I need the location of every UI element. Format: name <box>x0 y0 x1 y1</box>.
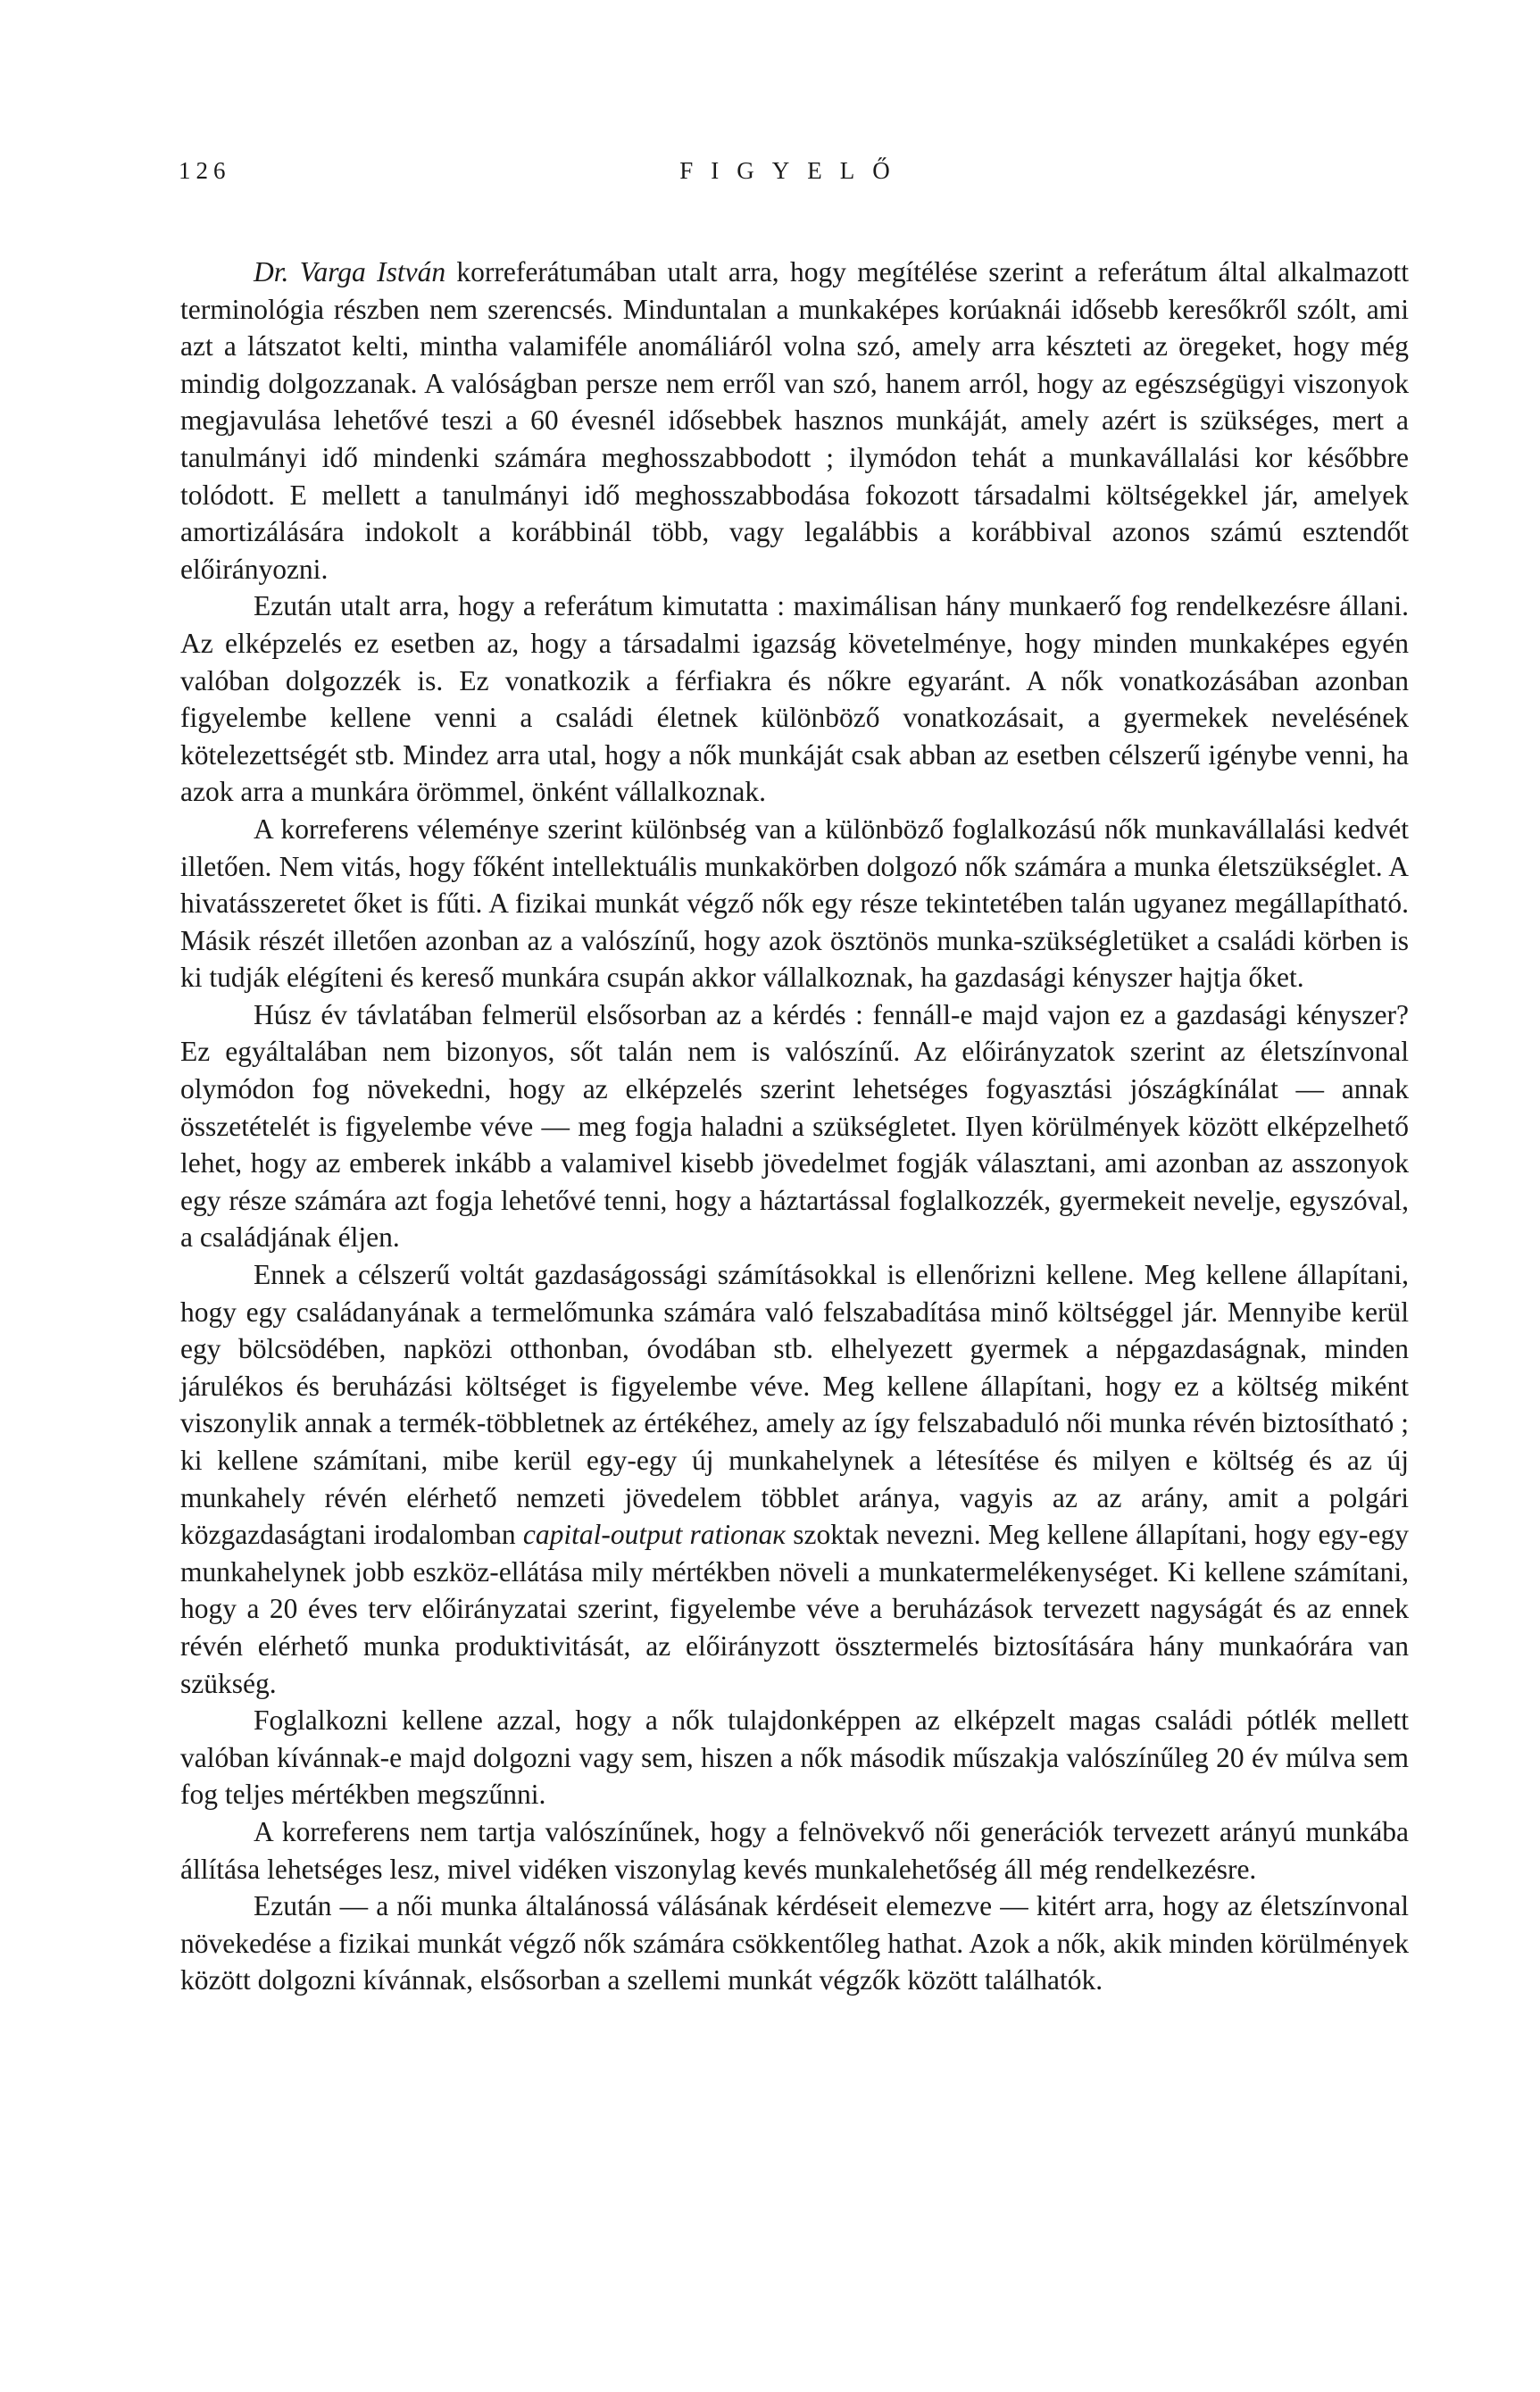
page-header <box>179 157 1409 193</box>
article-body <box>180 254 1409 1999</box>
page-number: 126 <box>179 157 231 184</box>
paragraph <box>180 1256 1409 1702</box>
paragraph: Húsz év távlatában felmerül elsősorban az a kérdés : fennáll-e majd vajon ez a gazdasági kényszer? Ez egyáltalában nem bizonyos, sőt talán nem is valószínű. Az előirányzatok szerint az életszínvonal olymódon fog növekedni, hogy az elképzelés szerint lehetséges fogyasztási jószágkínálat — annak összetételét is figyelembe véve — meg fogja haladni a szükségletet. Ilyen körülmények között elképzelhető lehet, hogy az emberek inkább a valamivel kisebb jövedelmet fogják választani, ami azonban az asszonyok egy része számára azt fogja lehetővé tenni, hogy a háztartással foglalkozzék, gyermekeit nevelje, egyszóval, a családjának éljen. <box>180 998 1409 1254</box>
paragraph-text: szoktak nevezni. Meg kellene állapítani, hogy egy-egy munkahelynek jobb eszköz-ellátása mily mértékben növeli a munkatermelékenységet. Ki kellene számítani, hogy a 20 éves terv előirányzatai szerint, figyelembe véve a beruházások tervezett nagyságát és az ennek révén elérhető munka produktivitását, az előirányzott össztermelés biztosítására hány munkaórára van szükség. <box>180 1519 1409 1699</box>
paragraph: Ezután utalt arra, hogy a referátum kimutatta : maximálisan hány munkaerő fog rendelkezésre állani. Az elképzelés ez esetben az, hogy a társadalmi igazság követelménye, hogy minden munkaképes egyén valóban dolgozzék is. Ez vonatkozik a férfiakra és nőkre egyaránt. A nők vonatkozásában azonban figyelembe kellene venni a családi életnek különböző vonatkozásait, a gyermekek nevelésének kötelezettségét stb. Mindez arra utal, hogy a nők munkáját csak abban az esetben célszerű igénybe venni, ha azok arra a munkára örömmel, önként vállalkoznak. <box>180 590 1409 808</box>
paragraph <box>180 254 1409 588</box>
paragraph-text: Ennek a célszerű voltát gazdaságossági számításokkal is ellenőrizni kellene. Meg kellene állapítani, hogy egy családanyának a termelőmunka számára való felszabadítása minő költséggel jár. Mennyibe kerül egy bölcsödében, napközi otthonban, óvodában stb. elhelyezett gyermek a népgazdaságnak, minden járulékos és beruházási költséget is figyelembe véve. Meg kellene állapítani, hogy ez a költség miként viszonylik annak a termék-többletnek az értékéhez, amely az így felszabaduló női munka révén biztosítható ; ki kellene számítani, mibe kerül egy-egy új munkahelynek a létesítése és milyen e költség és az új munkahely révén elérhető nemzeti jövedelem többlet aránya, vagyis az az arány, amit a polgári közgazdaságtani irodalomban <box>180 1259 1409 1551</box>
running-title: FIGYELŐ <box>679 157 908 184</box>
paragraph-text: korreferátumában utalt arra, hogy megítélése szerint a referátum által alkalmazott terminológia részben nem szerencsés. Minduntalan a munkaképes korúaknái idősebb keresőkről szólt, ami azt a látszatot kelti, mintha valamiféle anomáliáról volna szó, amely arra készteti az öregeket, hogy még mindig dolgozzanak. A valóságban persze nem erről van szó, hanem arról, hogy az egészségügyi viszonyok megjavulása lehetővé teszi a 60 évesnél idősebbek hasznos munkáját, amely azért is szükséges, mert a tanulmányi idő mindenki számára meghosszabbodott ; ilymódon tehát a munkavállalási kor későbbre tolódott. E mellett a tanulmányi idő meghosszabbodása fokozott társadalmi költségekkel jár, amelyek amortizálására indokolt a korábbinál több, vagy legalábbis a korábbival azonos számú esztendőt előirányozni. <box>180 256 1409 585</box>
paragraph: A korreferens nem tartja valószínűnek, hogy a felnövekvő női generációk tervezett arányú munkába állítása lehetséges lesz, mivel vidéken viszonylag kevés munkalehetőség áll még rendelkezésre. <box>180 1815 1409 1885</box>
paragraph: A korreferens véleménye szerint különbség van a különböző foglalkozású nők munkavállalási kedvét illetően. Nem vitás, hogy főként intellektuális munkakörben dolgozó nők számára a munka életszükséglet. A hivatásszeretet őket is fűti. A fizikai munkát végző nők egy része tekintetében talán ugyanez megállapítható. Másik részét illetően azonban az a valószínű, hogy azok ösztönös munka-szükségletüket a családi körben is ki tudják elégíteni és kereső munkára csupán akkor vállalkoznak, ha gazdasági kényszer hajtja őket. <box>180 813 1409 994</box>
paragraph: Foglalkozni kellene azzal, hogy a nők tulajdonképpen az elképzelt magas családi pótlék mellett valóban kívánnak-e majd dolgozni vagy sem, hiszen a nők második műszakja valószínűleg 20 év múlva sem fog teljes mértékben megszűnni. <box>180 1704 1409 1811</box>
person-name: Dr. Varga István <box>254 256 446 288</box>
italic-term: capital-output rationак <box>522 1519 787 1551</box>
paragraph: Ezután — a női munka általánossá válásának kérdéseit elemezve — kitért arra, hogy az életszínvonal növekedése a fizikai munkát végző nők számára csökkentőleg hathat. Azok a nők, akik minden körülmények között dolgozni kívánnak, elsősorban a szellemi munkát végzők között találhatók. <box>180 1890 1409 1996</box>
